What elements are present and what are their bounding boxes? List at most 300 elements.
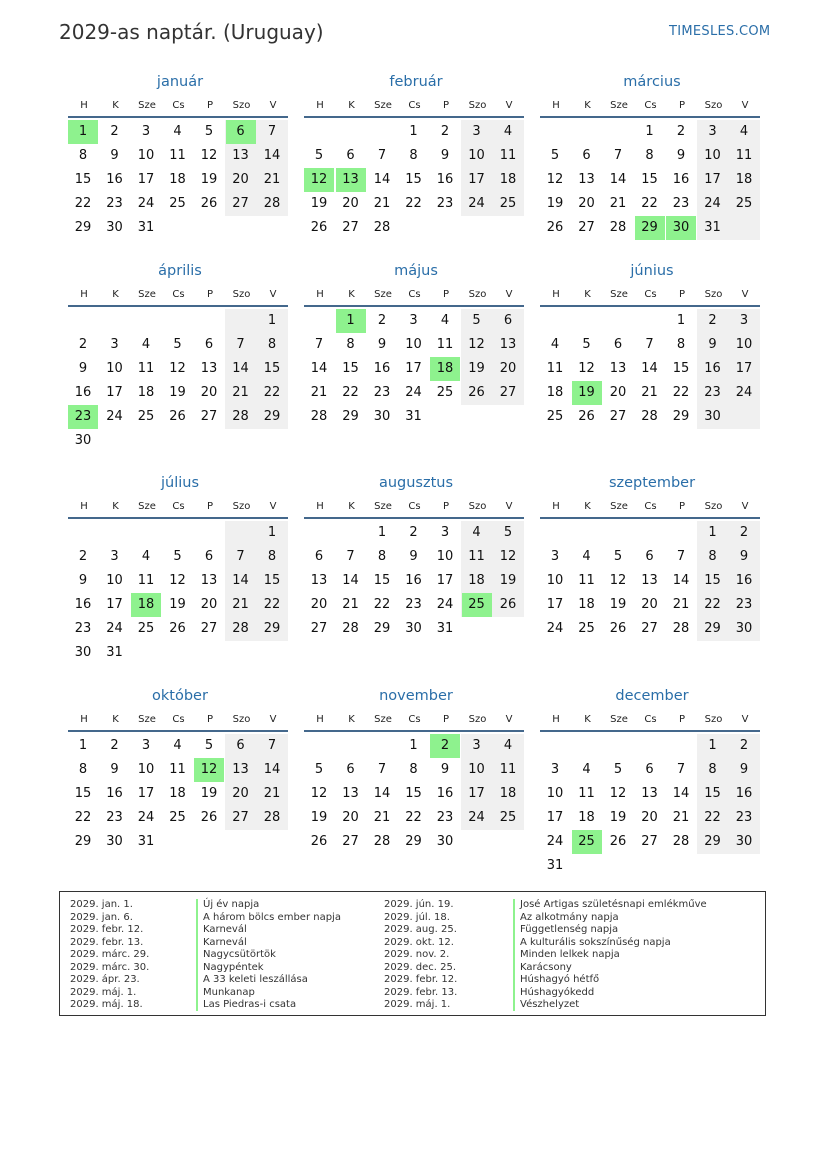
day-cell: 13 (310, 573, 328, 588)
day-cell: 21 (232, 385, 249, 400)
day-cell: 30 (405, 621, 422, 636)
day-cell: 4 (173, 738, 182, 753)
day-cell: 19 (310, 810, 328, 825)
day-cell: 8 (377, 549, 387, 564)
day-cell: 6 (204, 337, 214, 352)
day-cell: 10 (137, 762, 155, 777)
day-cell: 10 (735, 337, 753, 352)
day-cell: 19 (499, 573, 517, 588)
day-cell: 20 (499, 361, 517, 376)
header-rule (540, 517, 760, 519)
holiday-marker-right (513, 899, 515, 1011)
holiday-names-left (203, 899, 341, 1012)
day-cell: 30 (704, 409, 721, 424)
day-cell: 23 (436, 810, 454, 825)
day-cell: 11 (436, 337, 454, 352)
weekday-label: H (80, 289, 88, 300)
day-cell: 24 (546, 834, 564, 849)
day-cell: 2 (377, 313, 387, 328)
weekday-label: Cs (408, 501, 421, 512)
weekday-label: P (206, 100, 214, 111)
day-cell: 17 (405, 361, 422, 376)
day-cell: 21 (373, 196, 391, 211)
day-cell: 30 (106, 220, 123, 235)
day-cell: 14 (641, 361, 658, 376)
day-cell: 23 (704, 385, 721, 400)
day-cell: 23 (373, 385, 391, 400)
day-cell: 17 (468, 786, 485, 801)
day-cell: 17 (546, 597, 564, 612)
day-cell: 29 (263, 409, 281, 424)
weekday-label: H (316, 100, 324, 111)
holiday-name: Függetlenség napja (520, 924, 619, 935)
weekday-label: Szo (468, 289, 487, 300)
day-cell: 14 (310, 361, 328, 376)
day-cell: 14 (232, 361, 249, 376)
day-cell: 10 (546, 786, 564, 801)
day-cell: 28 (342, 621, 359, 636)
day-cell: 1 (267, 313, 277, 328)
day-cell: 5 (204, 738, 214, 753)
day-cell: 6 (503, 313, 513, 328)
day-cell: 13 (342, 786, 359, 801)
day-cell: 17 (106, 597, 123, 612)
holiday-name: A három bölcs ember napja (203, 911, 341, 923)
day-cell: 18 (169, 786, 186, 801)
day-cell: 14 (373, 172, 391, 187)
day-cell: 22 (405, 196, 422, 211)
day-cell: 9 (739, 549, 749, 564)
holiday-date: 2029. aug. 25. (384, 924, 457, 935)
day-cell: 23 (74, 621, 92, 636)
weekday-header (540, 714, 764, 730)
day-cell: 9 (110, 762, 119, 777)
weekday-label: Szo (468, 501, 487, 512)
brand-link[interactable]: TIMESLES.COM (669, 24, 771, 39)
day-cell: 30 (735, 834, 753, 849)
holiday-date: 2029. febr. 12. (384, 974, 458, 985)
day-cell: 12 (169, 361, 186, 376)
holiday-day-cell: 25 (572, 830, 602, 854)
weekday-label: K (584, 714, 591, 725)
day-cell: 10 (436, 549, 454, 564)
weekday-header (68, 100, 292, 116)
day-cell: 5 (613, 762, 623, 777)
day-cell: 3 (550, 549, 560, 564)
weekday-label: K (112, 100, 119, 111)
day-cell: 14 (672, 573, 690, 588)
weekday-label: Szo (704, 289, 723, 300)
weekday-header (304, 289, 528, 305)
day-cell: 10 (106, 573, 123, 588)
day-cell: 2 (110, 124, 119, 139)
weekday-label: P (442, 714, 450, 725)
weekday-header (540, 289, 764, 305)
holiday-day-cell: 12 (304, 168, 334, 192)
day-cell: 3 (110, 337, 119, 352)
day-cell: 17 (735, 361, 753, 376)
day-cell: 27 (342, 220, 359, 235)
day-cell: 13 (578, 172, 595, 187)
day-cell: 26 (468, 385, 485, 400)
weekday-label: Sze (374, 501, 392, 512)
day-cell: 5 (204, 124, 214, 139)
day-cell: 1 (708, 525, 717, 540)
holiday-name: Munkanap (203, 986, 255, 998)
day-cell: 27 (232, 196, 249, 211)
holiday-name: Karácsony (520, 961, 572, 973)
day-cell: 11 (499, 762, 517, 777)
day-cell: 14 (342, 573, 359, 588)
weekday-label: Sze (374, 289, 392, 300)
day-cell: 3 (409, 313, 418, 328)
day-cell: 12 (310, 786, 328, 801)
day-cell: 19 (546, 196, 564, 211)
day-cell: 25 (436, 385, 454, 400)
weekday-label: V (741, 501, 749, 512)
day-cell: 9 (377, 337, 387, 352)
day-cell: 21 (310, 385, 328, 400)
day-cell: 4 (173, 124, 182, 139)
day-cell: 12 (546, 172, 564, 187)
weekday-label: P (206, 501, 214, 512)
day-cell: 16 (106, 172, 123, 187)
day-cell: 1 (676, 313, 686, 328)
weekday-label: P (678, 100, 686, 111)
day-cell: 24 (704, 196, 721, 211)
day-cell: 8 (708, 762, 717, 777)
day-cell: 16 (672, 172, 690, 187)
day-cell: 7 (676, 549, 686, 564)
day-cell: 30 (373, 409, 391, 424)
month-name: március (623, 74, 681, 90)
weekday-label: K (112, 501, 119, 512)
day-cell: 25 (735, 196, 753, 211)
weekday-label: V (505, 100, 513, 111)
day-cell: 28 (672, 621, 690, 636)
day-cell: 1 (409, 124, 418, 139)
day-cell: 26 (200, 810, 218, 825)
weekday-label: V (269, 100, 277, 111)
month-name: május (394, 263, 438, 279)
day-cell: 16 (436, 786, 454, 801)
day-cell: 4 (582, 549, 591, 564)
day-cell: 21 (609, 196, 627, 211)
weekday-label: Cs (408, 289, 421, 300)
day-cell: 23 (735, 597, 753, 612)
day-cell: 24 (468, 810, 485, 825)
day-cell: 2 (78, 549, 88, 564)
day-cell: 24 (468, 196, 485, 211)
weekday-label: K (348, 289, 355, 300)
day-cell: 30 (735, 621, 753, 636)
day-cell: 19 (609, 810, 627, 825)
day-cell: 22 (704, 810, 721, 825)
day-cell: 11 (137, 361, 155, 376)
weekday-label: Cs (172, 289, 185, 300)
day-cell: 4 (739, 124, 749, 139)
day-cell: 15 (405, 172, 422, 187)
day-cell: 16 (373, 361, 391, 376)
day-cell: 5 (173, 337, 182, 352)
weekday-label: Szo (468, 714, 487, 725)
day-cell: 2 (708, 313, 717, 328)
day-cell: 6 (645, 762, 654, 777)
day-cell: 28 (263, 196, 281, 211)
day-cell: 18 (578, 597, 595, 612)
day-cell: 18 (735, 172, 753, 187)
day-cell: 8 (409, 148, 418, 163)
weekday-label: K (348, 100, 355, 111)
holiday-name: Nagypéntek (203, 961, 264, 973)
day-cell: 28 (263, 810, 281, 825)
holiday-day-cell: 29 (635, 216, 665, 240)
day-cell: 16 (106, 786, 123, 801)
header-rule (68, 517, 288, 519)
day-cell: 11 (169, 762, 186, 777)
day-cell: 26 (609, 621, 627, 636)
day-cell: 8 (267, 337, 277, 352)
day-cell: 15 (74, 172, 92, 187)
day-cell: 25 (137, 621, 155, 636)
weekday-label: Sze (138, 501, 156, 512)
day-cell: 27 (200, 409, 218, 424)
day-cell: 11 (578, 786, 595, 801)
month-name: június (630, 263, 674, 279)
day-cell: 11 (578, 573, 595, 588)
day-cell: 13 (499, 337, 517, 352)
holiday-date: 2029. febr. 13. (70, 936, 144, 948)
weekday-header (304, 501, 528, 517)
day-cell: 21 (672, 597, 690, 612)
weekday-label: Cs (408, 100, 421, 111)
day-cell: 7 (267, 124, 277, 139)
day-cell: 31 (137, 834, 155, 849)
day-cell: 14 (609, 172, 627, 187)
day-cell: 4 (550, 337, 560, 352)
day-cell: 20 (641, 810, 658, 825)
holiday-name: José Artigas születésnapi emlékműve (520, 899, 707, 910)
day-cell: 3 (550, 762, 560, 777)
day-cell: 7 (346, 549, 355, 564)
day-cell: 19 (609, 597, 627, 612)
day-cell: 18 (499, 172, 517, 187)
day-cell: 18 (546, 385, 564, 400)
weekday-label: H (552, 289, 560, 300)
day-cell: 7 (377, 148, 387, 163)
weekday-label: P (678, 289, 686, 300)
weekday-label: Cs (644, 501, 657, 512)
day-cell: 13 (641, 786, 658, 801)
holiday-dates-right (384, 899, 457, 1012)
day-cell: 17 (106, 385, 123, 400)
weekday-label: Cs (172, 100, 185, 111)
day-cell: 4 (582, 762, 591, 777)
day-cell: 24 (106, 409, 123, 424)
weekday-label: P (206, 714, 214, 725)
holiday-day-cell: 19 (572, 381, 602, 405)
weekday-label: Cs (644, 714, 657, 725)
day-cell: 2 (440, 124, 450, 139)
day-cell: 15 (704, 786, 721, 801)
day-cell: 20 (578, 196, 595, 211)
weekday-label: Szo (232, 289, 251, 300)
holiday-name: A kulturális sokszínűség napja (520, 936, 671, 948)
day-cell: 3 (708, 124, 717, 139)
day-cell: 6 (346, 762, 355, 777)
day-cell: 1 (377, 525, 387, 540)
day-cell: 19 (310, 196, 328, 211)
weekday-label: Sze (610, 289, 628, 300)
day-cell: 29 (704, 834, 721, 849)
day-cell: 5 (173, 549, 182, 564)
day-cell: 26 (310, 220, 328, 235)
weekday-label: P (442, 100, 450, 111)
day-cell: 18 (169, 172, 186, 187)
day-cell: 31 (106, 645, 123, 660)
weekday-label: Sze (610, 100, 628, 111)
day-cell: 29 (672, 409, 690, 424)
day-cell: 12 (609, 573, 627, 588)
day-cell: 1 (708, 738, 717, 753)
day-cell: 8 (676, 337, 686, 352)
header-rule (68, 305, 288, 307)
month-name: október (152, 688, 208, 704)
weekday-label: Cs (172, 501, 185, 512)
day-cell: 10 (106, 361, 123, 376)
weekday-label: P (442, 289, 450, 300)
holiday-day-cell: 1 (336, 309, 366, 333)
holiday-date: 2029. jan. 1. (70, 899, 133, 910)
holiday-day-cell: 23 (68, 405, 98, 429)
day-cell: 1 (645, 124, 654, 139)
day-cell: 20 (232, 172, 249, 187)
weekday-label: P (442, 501, 450, 512)
weekday-label: V (269, 501, 277, 512)
day-cell: 17 (137, 786, 155, 801)
weekday-label: V (741, 289, 749, 300)
day-cell: 13 (232, 148, 249, 163)
weekday-label: Szo (704, 714, 723, 725)
day-cell: 17 (436, 573, 454, 588)
weekday-label: H (316, 501, 324, 512)
weekday-label: Cs (644, 100, 657, 111)
day-cell: 3 (141, 124, 151, 139)
day-cell: 20 (200, 385, 218, 400)
day-cell: 2 (409, 525, 418, 540)
holiday-name: Karnevál (203, 924, 247, 935)
day-cell: 15 (672, 361, 690, 376)
header-rule (540, 730, 760, 732)
holiday-name: Húshagyó hétfő (520, 974, 600, 985)
day-cell: 9 (78, 361, 88, 376)
day-cell: 12 (499, 549, 517, 564)
day-cell: 29 (405, 834, 422, 849)
day-cell: 6 (204, 549, 214, 564)
day-cell: 25 (499, 196, 517, 211)
weekday-label: K (112, 714, 119, 725)
header-rule (304, 305, 524, 307)
day-cell: 10 (704, 148, 721, 163)
day-cell: 5 (613, 549, 623, 564)
day-cell: 12 (169, 573, 186, 588)
month-name: január (156, 74, 204, 90)
holiday-name: Új év napja (203, 899, 260, 910)
day-cell: 17 (704, 172, 721, 187)
weekday-label: K (584, 289, 591, 300)
day-cell: 7 (236, 549, 245, 564)
day-cell: 14 (373, 786, 391, 801)
weekday-label: Cs (644, 289, 657, 300)
weekday-label: Szo (232, 501, 251, 512)
day-cell: 15 (74, 786, 92, 801)
holiday-date: 2029. máj. 1. (384, 999, 451, 1010)
day-cell: 13 (200, 361, 218, 376)
day-cell: 18 (578, 810, 595, 825)
holiday-date: 2029. júl. 18. (384, 911, 450, 923)
weekday-label: P (678, 501, 686, 512)
holiday-marker-left (196, 899, 198, 1011)
day-cell: 5 (582, 337, 591, 352)
day-cell: 20 (342, 810, 359, 825)
weekday-label: H (316, 289, 324, 300)
holiday-name: Karnevál (203, 936, 247, 948)
day-cell: 20 (342, 196, 359, 211)
day-cell: 21 (672, 810, 690, 825)
day-cell: 11 (499, 148, 517, 163)
day-cell: 20 (232, 786, 249, 801)
day-cell: 8 (645, 148, 654, 163)
day-cell: 16 (704, 361, 721, 376)
holiday-date: 2029. febr. 12. (70, 924, 144, 935)
day-cell: 9 (78, 573, 88, 588)
page-title: 2029-as naptár. (Uruguay) (59, 20, 324, 44)
day-cell: 4 (141, 337, 151, 352)
day-cell: 25 (137, 409, 155, 424)
day-cell: 16 (74, 385, 92, 400)
day-cell: 24 (137, 196, 155, 211)
day-cell: 28 (641, 409, 658, 424)
day-cell: 29 (373, 621, 391, 636)
day-cell: 5 (314, 762, 324, 777)
holiday-date: 2029. ápr. 23. (70, 974, 140, 985)
holiday-day-cell: 2 (430, 734, 460, 758)
day-cell: 10 (137, 148, 155, 163)
day-cell: 28 (232, 621, 249, 636)
day-cell: 20 (641, 597, 658, 612)
day-cell: 23 (106, 810, 123, 825)
weekday-label: H (552, 100, 560, 111)
day-cell: 6 (236, 738, 245, 753)
day-cell: 26 (169, 409, 186, 424)
day-cell: 14 (672, 786, 690, 801)
holiday-legend (59, 891, 766, 1016)
day-cell: 13 (609, 361, 627, 376)
day-cell: 9 (739, 762, 749, 777)
day-cell: 7 (236, 337, 245, 352)
day-cell: 26 (499, 597, 517, 612)
day-cell: 27 (641, 834, 658, 849)
day-cell: 16 (436, 172, 454, 187)
day-cell: 8 (409, 762, 418, 777)
day-cell: 17 (468, 172, 485, 187)
weekday-label: Sze (138, 714, 156, 725)
day-cell: 14 (263, 148, 281, 163)
weekday-label: Szo (232, 714, 251, 725)
weekday-label: V (505, 289, 513, 300)
holiday-day-cell: 1 (68, 120, 98, 144)
day-cell: 12 (578, 361, 595, 376)
